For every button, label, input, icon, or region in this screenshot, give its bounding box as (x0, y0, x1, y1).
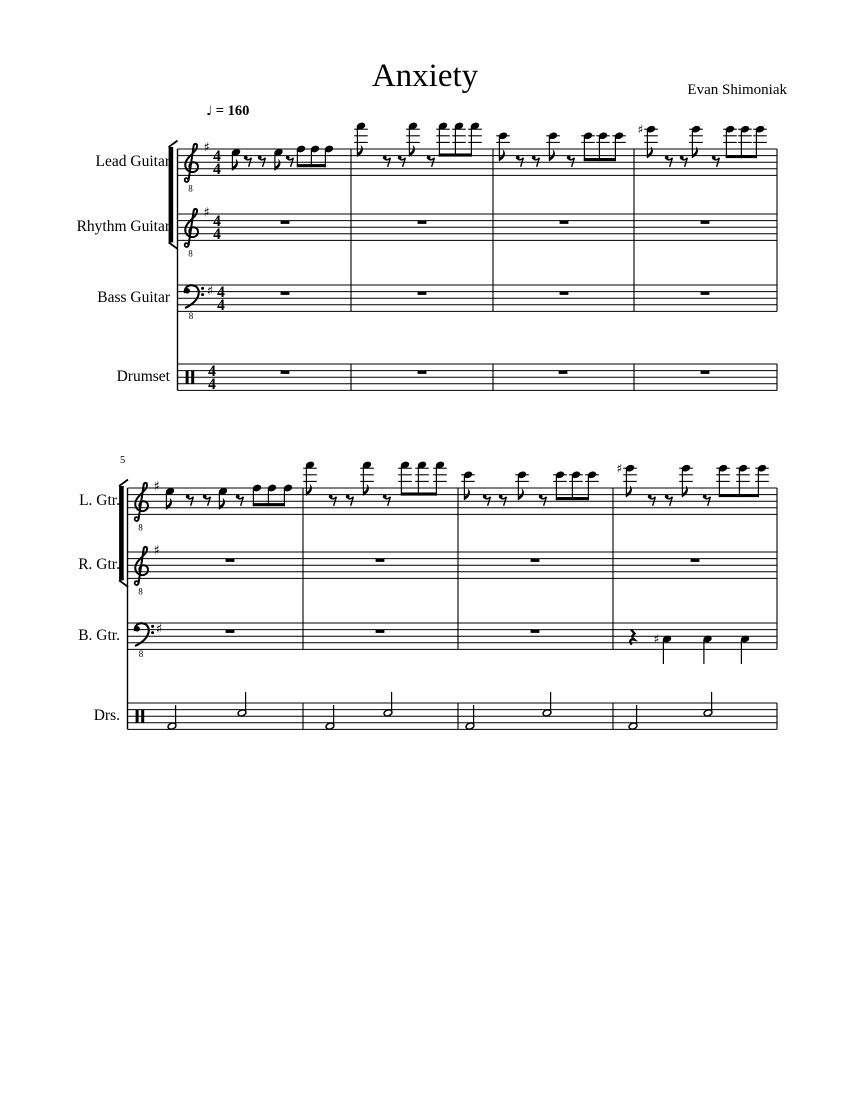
staff (178, 206, 778, 243)
rest-whole (226, 559, 235, 562)
eighth-flag (357, 145, 363, 157)
rest-whole (560, 221, 569, 224)
measure-number: 5 (120, 455, 126, 466)
beam (253, 503, 285, 506)
rest-whole (281, 292, 290, 295)
bracket-hook-top (169, 141, 178, 148)
beam (401, 492, 437, 495)
rest-eighth (398, 156, 406, 167)
rest-eighth (186, 495, 194, 506)
rest-whole (376, 559, 385, 562)
beam (726, 155, 757, 158)
rest-dot (712, 156, 716, 160)
eighth-flag (692, 146, 698, 158)
perc-bar (141, 710, 144, 723)
bracket-hook-bottom (169, 242, 178, 249)
rest-dot (648, 495, 652, 499)
rest-whole (281, 371, 290, 374)
beam-group (723, 125, 767, 158)
rest-whole (281, 221, 290, 224)
note-half (703, 692, 713, 717)
note-eighth (354, 122, 368, 157)
rest-whole (559, 371, 568, 374)
rest-whole (281, 221, 290, 224)
rest-whole (531, 630, 540, 633)
system-2 (119, 480, 777, 730)
rest-dot (186, 495, 190, 499)
treble-clef-curl (185, 178, 189, 182)
clef-octave-8: 8 (188, 183, 193, 194)
rest-eighth (516, 156, 524, 167)
staff (128, 480, 778, 515)
rest-dot (665, 495, 669, 499)
rest-dot (680, 156, 684, 160)
rest-whole (226, 630, 235, 633)
rest-whole (226, 630, 235, 633)
note-eighth (218, 487, 228, 509)
rest-whole (691, 559, 700, 562)
staff (128, 622, 778, 650)
staff (128, 544, 778, 579)
sharp-accidental: ♯ (653, 632, 660, 647)
staff (178, 284, 778, 314)
staff (178, 363, 778, 393)
rest-dot (567, 156, 571, 160)
note-eighth (360, 461, 374, 496)
note-eighth (638, 122, 658, 158)
rest-eighth (286, 156, 294, 167)
rest-whole (531, 559, 540, 562)
key-signature-sharp: ♯ (155, 621, 163, 637)
staff-label: B. Gtr. (78, 627, 120, 645)
rest-dot (483, 495, 487, 499)
sharp-accidental: ♯ (616, 461, 623, 476)
rest-whole (531, 559, 540, 562)
clef-octave-8: 8 (188, 311, 194, 321)
rest-dot (346, 495, 350, 499)
rest-dot (665, 156, 669, 160)
eighth-flag (626, 485, 632, 497)
bass-clef-dot (151, 625, 154, 628)
rest-whole (376, 630, 385, 633)
rest-whole (418, 221, 427, 224)
quarter-note-icon: ♩ (206, 104, 213, 119)
eighth-flag (682, 485, 688, 497)
beam-group (398, 461, 447, 496)
note-eighth (406, 122, 420, 157)
rest-eighth (499, 495, 507, 506)
note-eighth (515, 471, 529, 500)
time-sig-upper: 4 (217, 283, 225, 301)
beam-group (716, 464, 769, 497)
rest-whole (376, 630, 385, 633)
time-signature (213, 148, 221, 178)
time-sig-upper: 4 (213, 212, 221, 230)
rest-whole (531, 630, 540, 633)
rest-eighth (236, 495, 244, 506)
rest-eighth (539, 495, 547, 506)
rest-dot (532, 156, 536, 160)
rest-whole (560, 292, 569, 295)
perc-bar (191, 371, 194, 384)
note-half (542, 692, 552, 717)
beam (297, 164, 326, 167)
rest-dot (398, 156, 402, 160)
note-half (628, 705, 638, 730)
beam-group (581, 132, 626, 161)
rest-eighth (244, 156, 252, 167)
bass-clef-icon (135, 623, 155, 659)
rest-dot (236, 495, 240, 499)
staff-label: Bass Guitar (97, 289, 170, 307)
note-half (383, 692, 393, 717)
time-sig-lower: 4 (213, 160, 221, 178)
bracket-hook-bottom (119, 580, 128, 587)
rest-eighth (329, 495, 337, 506)
rest-dot (539, 495, 543, 499)
rest-eighth (258, 156, 266, 167)
eighth-flag (409, 145, 415, 157)
rest-eighth (665, 156, 673, 167)
bass-clef-dot (201, 287, 204, 290)
clef-octave-8: 8 (138, 649, 144, 659)
time-sig-lower: 4 (217, 296, 225, 314)
note-half (325, 705, 335, 730)
beam-group (436, 122, 482, 157)
beam (584, 158, 616, 161)
rest-whole (701, 371, 710, 374)
rest-eighth (665, 495, 673, 506)
key-signature-sharp: ♯ (206, 283, 214, 299)
rest-eighth (383, 495, 391, 506)
note-quarter (654, 632, 672, 664)
rest-eighth (703, 495, 711, 506)
rest-whole (701, 292, 710, 295)
tempo-value: = 160 (212, 103, 250, 119)
note-half (465, 705, 475, 730)
rest-whole (281, 292, 290, 295)
rest-dot (383, 495, 387, 499)
rest-dot (383, 156, 387, 160)
note-half (167, 705, 177, 730)
treble-clef-curl (135, 581, 139, 585)
note-eighth (165, 487, 175, 509)
note-eighth (231, 148, 241, 170)
rest-dot (286, 156, 290, 160)
composer-credit: Evan Shimoniak (687, 82, 787, 98)
bass-clef-dot (151, 631, 154, 634)
rest-eighth (532, 156, 540, 167)
sharp-accidental: ♯ (637, 122, 644, 137)
time-sig-lower: 4 (213, 225, 221, 243)
time-sig-upper: 4 (208, 362, 216, 380)
rest-eighth (712, 156, 720, 167)
bracket-hook-top (119, 480, 128, 487)
rest-whole (418, 292, 427, 295)
clef-octave-8: 8 (138, 586, 143, 597)
rest-dot (329, 495, 333, 499)
clef-octave-8: 8 (138, 522, 143, 533)
time-signature (213, 213, 221, 243)
rest-dot (244, 156, 248, 160)
time-sig-lower: 4 (208, 375, 216, 393)
time-signature (217, 284, 225, 314)
rest-dot (499, 495, 503, 499)
score-title: Anxiety (371, 58, 479, 95)
rest-whole (560, 292, 569, 295)
bass-clef-dot (201, 293, 204, 296)
rest-eighth (383, 156, 391, 167)
note-eighth (546, 132, 560, 161)
rest-whole (691, 559, 700, 562)
rest-dot (703, 495, 707, 499)
key-signature-sharp: ♯ (203, 140, 210, 156)
note-eighth (461, 471, 475, 500)
perc-bar (136, 710, 139, 723)
instrument-bracket-icon (119, 480, 128, 587)
eighth-flag (306, 484, 312, 496)
key-signature-sharp: ♯ (153, 479, 160, 495)
note-eighth (274, 148, 284, 170)
rest-whole (418, 292, 427, 295)
time-sig-upper: 4 (213, 147, 221, 165)
rest-whole (559, 371, 568, 374)
rest-whole (701, 221, 710, 224)
rest-whole (560, 221, 569, 224)
key-signature-sharp: ♯ (153, 543, 160, 559)
staff (128, 703, 778, 729)
note-half (237, 692, 247, 717)
rest-dot (203, 495, 207, 499)
treble-clef-curl (135, 517, 139, 521)
time-signature (208, 363, 216, 393)
rest-dot (258, 156, 262, 160)
treble-clef-curl (185, 243, 189, 247)
rest-whole (418, 371, 427, 374)
note-eighth (689, 125, 703, 158)
rest-whole (281, 371, 290, 374)
perc-bar (186, 371, 189, 384)
rest-eighth (483, 495, 491, 506)
eighth-flag (647, 146, 653, 158)
system-1 (169, 141, 777, 393)
rest-eighth (203, 495, 211, 506)
staff-label: Rhythm Guitar (76, 218, 170, 236)
rest-eighth (427, 156, 435, 167)
rest-whole (418, 221, 427, 224)
beam (439, 153, 472, 156)
staff-label: Lead Guitar (95, 153, 170, 171)
clef-octave-8: 8 (188, 248, 193, 259)
staff-label: L. Gtr. (79, 492, 120, 510)
rest-eighth (648, 495, 656, 506)
rest-whole (376, 559, 385, 562)
staff-label: R. Gtr. (78, 556, 120, 574)
note-eighth (679, 464, 693, 497)
rest-dot (516, 156, 520, 160)
note-eighth (617, 461, 637, 497)
beam-group (553, 471, 599, 500)
rest-dot (427, 156, 431, 160)
rest-whole (701, 221, 710, 224)
rest-whole (226, 559, 235, 562)
rest-eighth (567, 156, 575, 167)
rest-eighth (346, 495, 354, 506)
staff-label: Drs. (93, 707, 120, 725)
beam (556, 497, 589, 500)
staff-label: Drumset (116, 368, 170, 386)
rest-whole (418, 371, 427, 374)
note-eighth (496, 132, 510, 161)
rest-whole (701, 292, 710, 295)
rest-eighth (680, 156, 688, 167)
key-signature-sharp: ♯ (203, 205, 210, 221)
eighth-flag (363, 484, 369, 496)
rest-whole (701, 371, 710, 374)
bass-clef-icon (185, 285, 205, 321)
note-eighth (303, 461, 317, 496)
beam (719, 494, 759, 497)
